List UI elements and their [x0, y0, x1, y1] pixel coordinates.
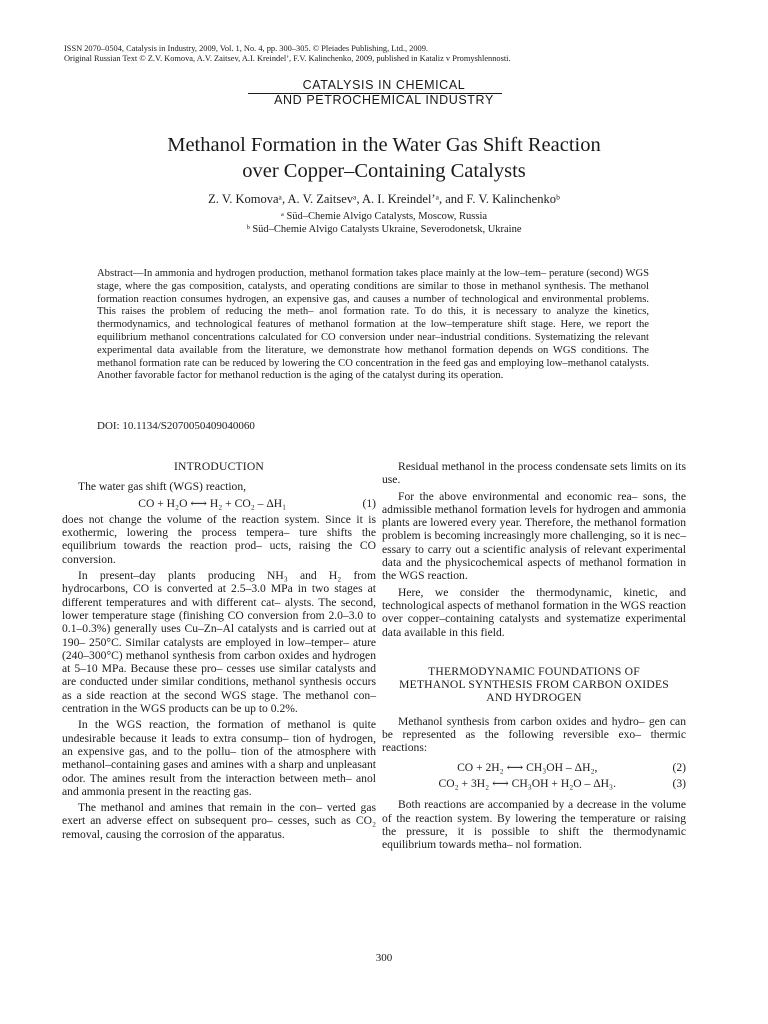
paragraph: In the WGS reaction, the formation of methanol is quite undesirable because it leads to extra consump– tion of hydrogen, an expensive gas, and to the pollu– tion of the atmosphere with methanol–containing gases and amines with a sharp and unpleasant odor. The amines result from the interaction between meth– anol and ammonia present in the reacting gas. [62, 718, 376, 798]
equation-number: (3) [672, 776, 686, 790]
paragraph: Methanol synthesis from carbon oxides and hydro– gen can be represented as the following reversible exo– thermic reactions: [382, 714, 686, 755]
section-heading-line1: CATALYSIS IN CHEMICAL [302, 78, 466, 92]
section-heading-line2: AND PETROCHEMICAL INDUSTRY [274, 93, 494, 107]
right-column [382, 460, 686, 851]
equation-2 [382, 761, 686, 774]
equation-1 [62, 497, 376, 510]
paragraph: The methanol and amines that remain in the con– verted gas exert an adverse effect on subsequent pro– cesses, such as CO₂ removal, causing the corrosion of the apparatus. [62, 801, 376, 841]
authors: Z. V. Komovaᵃ, A. V. Zaitsevᵃ, A. I. Kreindel’ᵃ, and F. V. Kalinchenkoᵇ [208, 192, 560, 206]
paragraph: Residual methanol in the process condensate sets limits on its use. [382, 460, 686, 487]
equation-formula: CO + 2H₂ ⟷ CH₃OH – ΔH₂, [457, 760, 598, 774]
paragraph: does not change the volume of the reaction system. Since it is exothermic, lowering the process tempera– ture shifts the equilibrium towards the reaction prod– ucts, raising the CO conversion. [62, 512, 376, 566]
equation-formula: CO + H₂O ⟷ H₂ + CO₂ – ΔH₁ [138, 496, 287, 510]
original-text-line: Original Russian Text © Z.V. Komova, A.V. Zaitsev, A.I. Kreindel’, F.V. Kalinchenko, 2009, published in Kataliz v Promyshlennosti. [64, 54, 511, 63]
left-column [62, 460, 376, 841]
equation-3 [382, 777, 686, 790]
paragraph: The water gas shift (WGS) reaction, [78, 480, 247, 494]
equation-number: (1) [362, 496, 376, 510]
equation-formula: CO₂ + 3H₂ ⟷ CH₃OH + H₂O – ΔH₃. [438, 776, 616, 790]
paragraph: In present–day plants producing NH₃ and H₂ from hydrocarbons, CO is converted at 2.5–3.0 MPa in two stages at different temperatures and with different cat– alysts. The second, lower temperature stage (finishing CO conversion from 2.0–3.0 to 0.1–0.3%) generally uses Cu–Zn–Al catalysts and is carried out at 190– 250°C. Similar catalysts are employed in low–temper– ature (240–300°C) methanol synthesis from carbon oxides and hydrogen at 5–10 MPa. Because these pro– cesses use similar catalysts and are conducted under similar conditions, methanol synthesis occurs as a side reaction at the second WGS stage. The methanol con– centration in the WGS products can be up to 0.2%. [62, 569, 376, 716]
affiliation-a: ᵃ Süd–Chemie Alvigo Catalysts, Moscow, Russia [280, 211, 488, 222]
article-title-line2: over Copper–Containing Catalysts [242, 160, 526, 182]
paragraph: Both reactions are accompanied by a decrease in the volume of the reaction system. By lowering the temperature or raising the pressure, it is possible to shift the thermodynamic equilibrium towards metha– nol formation. [382, 798, 686, 852]
thermodynamic-heading: THERMODYNAMIC FOUNDATIONS OF METHANOL SYNTHESIS FROM CARBON OXIDES AND HYDROGEN [399, 664, 669, 705]
equation-number: (2) [672, 760, 686, 774]
article-title-line1: Methanol Formation in the Water Gas Shift Reaction [167, 134, 601, 156]
introduction-heading: INTRODUCTION [174, 460, 264, 473]
page-number: 300 [375, 952, 393, 964]
paragraph: Here, we consider the thermodynamic, kinetic, and technological aspects of methanol formation in the WGS reaction over copper–containing catalysts and systematize experimental data available in this field. [382, 585, 686, 639]
paragraph: For the above environmental and economic rea– sons, the admissible methanol formation levels for hydrogen and ammonia plants are lowered every year. Therefore, the methanol formation problem is becoming increasingly more challenging, so it is nec– essary to carry out a scientific analysis of relevant experimental data and the physicochemical aspects of methanol formation in the WGS reaction. [382, 489, 686, 583]
journal-info-line: ISSN 2070–0504, Catalysis in Industry, 2009, Vol. 1, No. 4, pp. 300–305. © Pleiades Publishing, Ltd., 2009. [64, 44, 429, 53]
abstract: Abstract—In ammonia and hydrogen production, methanol formation takes place mainly at the low–tem– perature (second) WGS stage, where the gas composition, catalysts, and operating conditions are similar to those in methanol synthesis. The methanol formation reaction consumes hydrogen, an expensive gas, and causes a number of technological and environmental problems. This raises the problem of reducing the meth– anol formation rate. To do this, it is necessary to analyze the kinetics, thermodynamics, and technological features of methanol formation at the low–temperature shift stage. Here, we report the equilibrium methanol concentrations calculated for CO conversion under near–industrial conditions. Systematizing the relevant experimental data available from the literature, we demonstrate how methanol formation depends on WGS conditions. The methanol formation rate can be reduced by lowering the CO concentration in the feed gas and employing low–methanol catalysts. Another favorable factor for methanol reduction is the aging of the catalyst during its operation. [97, 268, 649, 382]
affiliation-b: ᵇ Süd–Chemie Alvigo Catalysts Ukraine, Severodonetsk, Ukraine [246, 224, 522, 235]
doi: DOI: 10.1134/S2070050409040060 [97, 420, 255, 432]
